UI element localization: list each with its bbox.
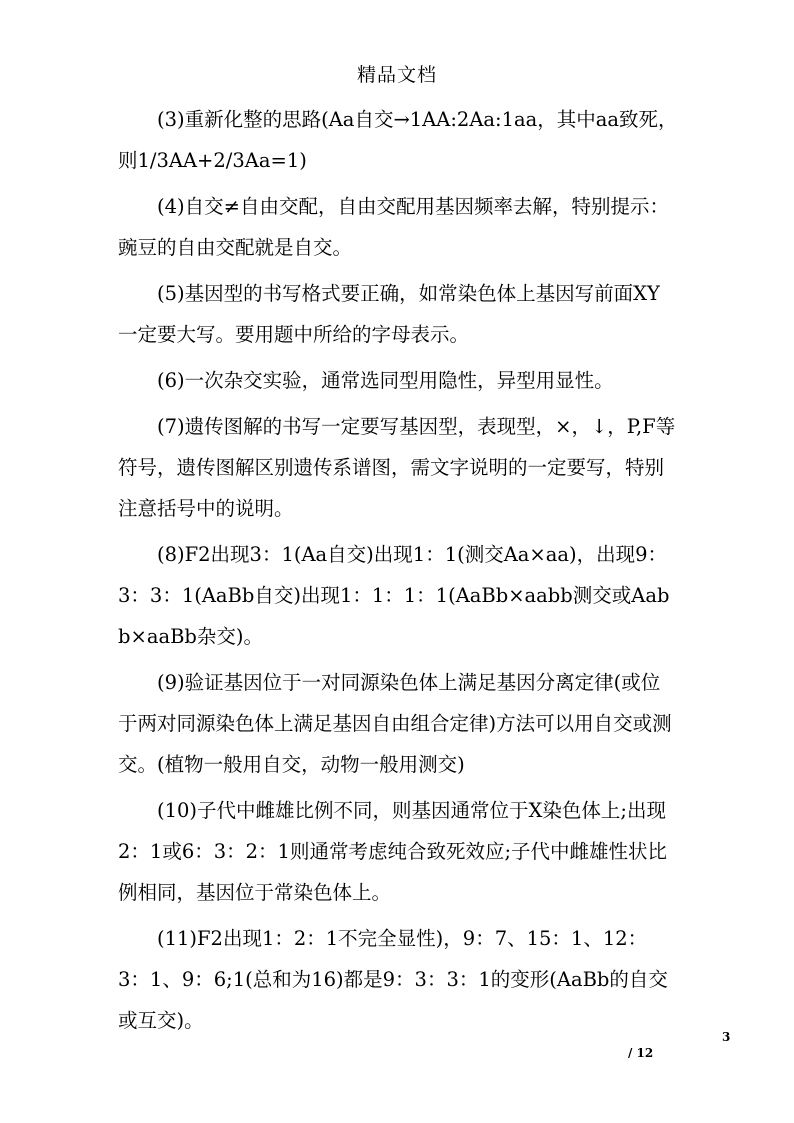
paragraph-7: (7)遗传图解的书写一定要写基因型，表现型，×，↓，P,F等符号，遗传图解区别遗传系谱图，需文字说明的一定要写，特别注意括号中的说明。 xyxy=(118,415,676,520)
paragraph-5: (5)基因型的书写格式要正确，如常染色体上基因写前面XY一定要大写。要用题中所给的字母表示。 xyxy=(118,282,660,346)
paragraph-9: (9)验证基因位于一对同源染色体上满足基因分离定律(或位于两对同源染色体上满足基因自由组合定律)方法可以用自交或测交。(植物一般用自交，动物一般用测交) xyxy=(118,671,672,776)
page-number: 3 xyxy=(722,1030,731,1044)
document-body xyxy=(118,99,678,1046)
paragraph-11: (11)F2出现1：2：1不完全显性)，9：7、15：1、12：3：1、9：6;1(总和为16)都是9：3：3：1的变形(AaBb的自交或互交)。 xyxy=(118,927,668,1032)
paragraph-6: (6)一次杂交实验，通常选同型用隐性，异型用显性。 xyxy=(157,369,614,392)
paragraph-8: (8)F2出现3：1(Aa自交)出现1：1(测交Aa×aa)，出现9：3：3：1(AaBb自交)出现1：1：1：1(AaBb×aabb测交或Aabb×aaBb杂交)。 xyxy=(118,543,670,648)
paragraph-10: (10)子代中雌雄比例不同，则基因通常位于X染色体上;出现2：1或6：3：2：1则通常考虑纯合致死效应;子代中雌雄性状比例相同，基因位于常染色体上。 xyxy=(118,799,668,904)
total-pages: / 12 xyxy=(628,1046,654,1060)
paragraph-3: (3)重新化整的思路(Aa自交→1AA:2Aa:1aa，其中aa致死，则1/3AA+2/3Aa=1) xyxy=(118,108,678,172)
paragraph-4: (4)自交≠自由交配，自由交配用基因频率去解，特别提示：豌豆的自由交配就是自交。 xyxy=(118,195,669,259)
document-header: 精品文档 xyxy=(356,64,437,86)
